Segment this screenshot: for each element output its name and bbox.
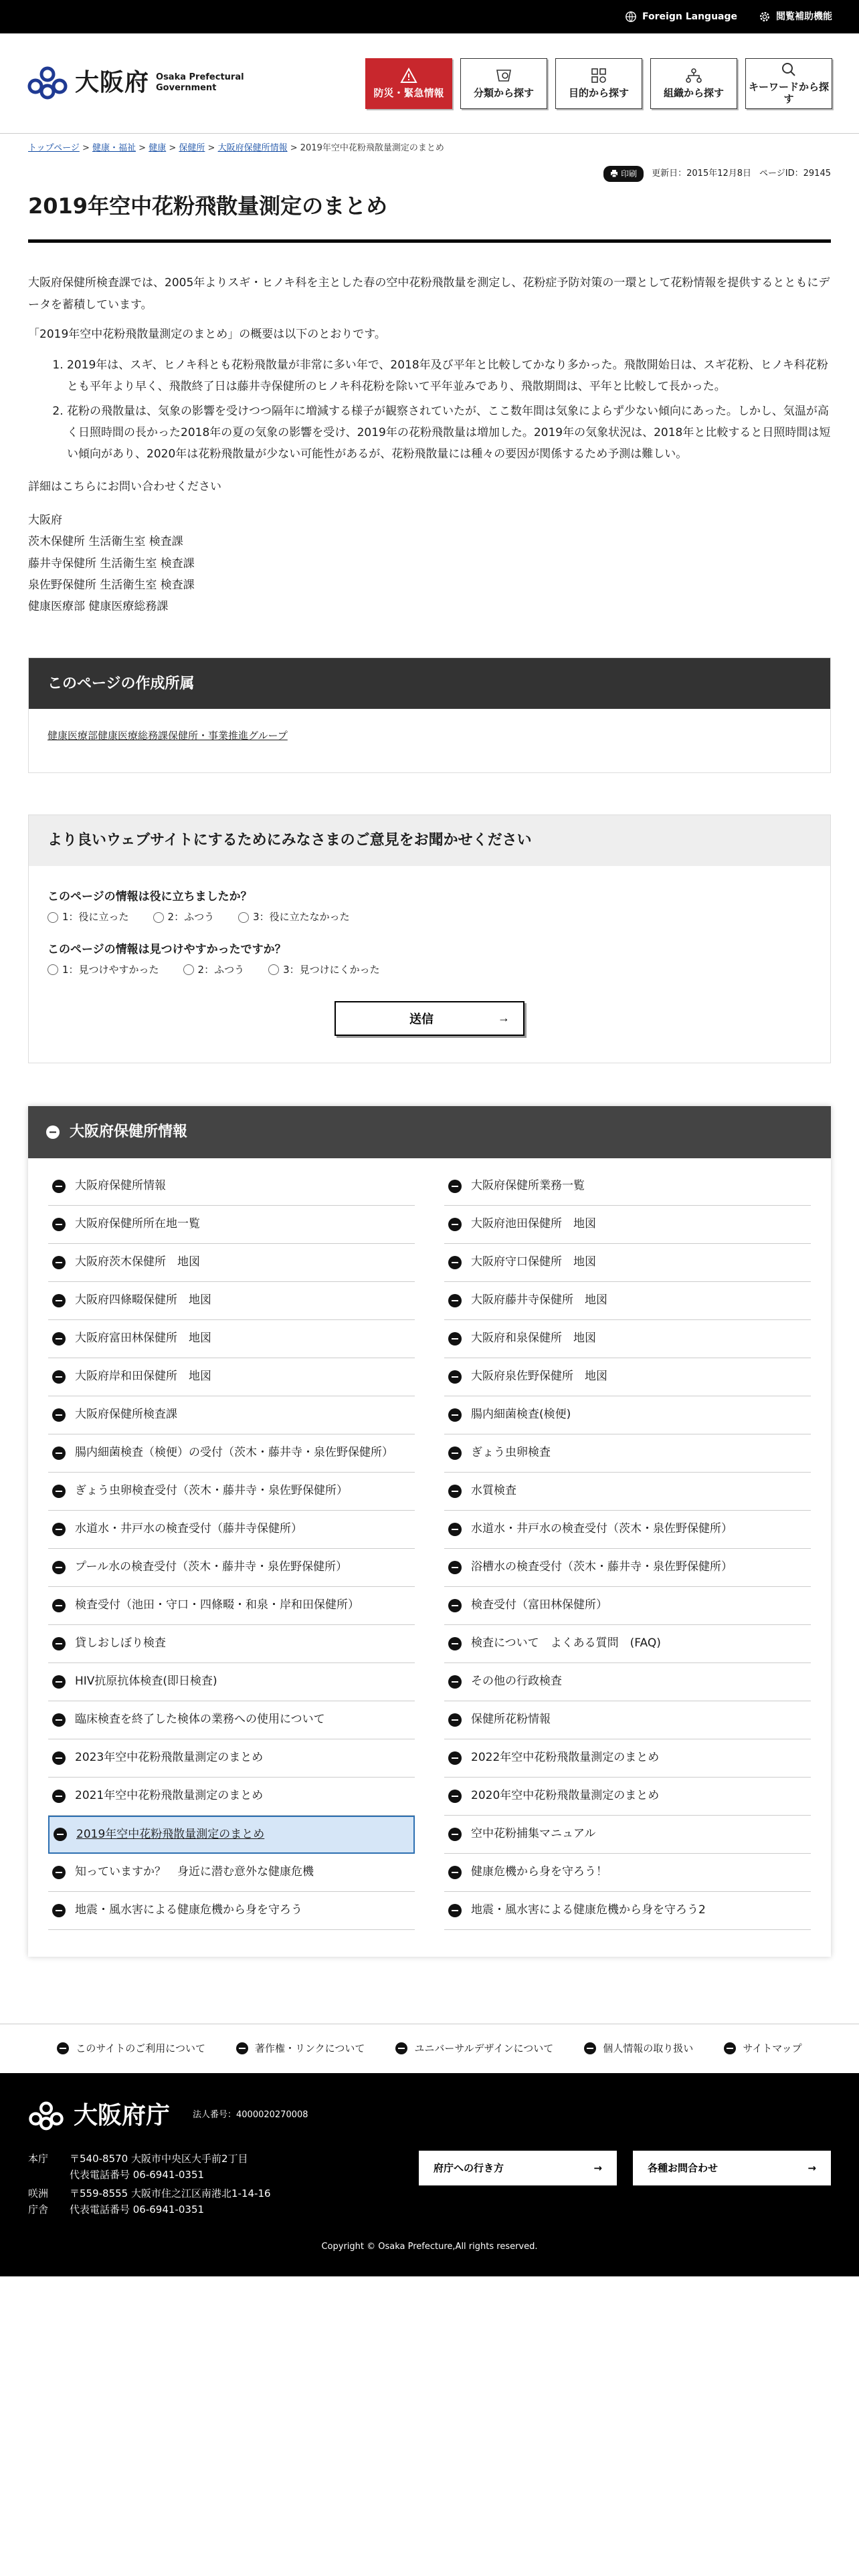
related-link-label: 空中花粉捕集マニュアル (471, 1827, 596, 1841)
related-link[interactable] (48, 1511, 415, 1549)
global-nav (365, 58, 832, 109)
nav-category-label: 分類から探す (473, 87, 534, 99)
survey-heading: より良いウェブサイトにするためにみなさまのご意見をお聞かせください (29, 815, 830, 866)
related-link[interactable] (444, 1701, 811, 1739)
nav-purpose-label: 目的から探す (568, 87, 629, 99)
contact-lead: 詳細はこちらにお問い合わせください (28, 479, 221, 494)
bullet-icon (448, 1370, 462, 1384)
nav-organization-label: 組織から探す (663, 87, 724, 99)
related-link-label: 2022年空中花粉飛散量測定のまとめ (471, 1751, 660, 1765)
page-meta (0, 155, 859, 183)
survey-radio[interactable] (153, 907, 215, 927)
nav-keyword-button[interactable] (745, 58, 832, 109)
related-link[interactable] (48, 1434, 415, 1473)
bullet-icon (54, 1828, 67, 1841)
related-link-label: 2021年空中花粉飛散量測定のまとめ (75, 1789, 264, 1803)
footer-bullet-icon (236, 2042, 248, 2054)
bullet-icon (448, 1637, 462, 1650)
top-utility-bar (0, 0, 859, 33)
nav-organization-button[interactable] (650, 58, 737, 109)
related-link-label: 大阪府泉佐野保健所 地図 (471, 1370, 607, 1384)
related-link-label: 浴槽水の検査受付（茨木・藤井寺・泉佐野保健所） (471, 1560, 733, 1574)
footer-bullet-icon (724, 2042, 736, 2054)
osaka-logo-icon (27, 66, 68, 100)
footer-address (28, 2151, 271, 2220)
bullet-icon (52, 1713, 66, 1727)
survey-options-1 (47, 907, 812, 927)
gear-icon (759, 11, 771, 23)
related-link-label: 検査受付（富田林保健所） (471, 1598, 607, 1612)
bullet-icon (52, 1637, 66, 1650)
department-heading: このページの作成所属 (29, 658, 830, 709)
related-link-label: 大阪府守口保健所 地図 (471, 1255, 596, 1269)
related-link[interactable] (48, 1168, 415, 1206)
related-link-label: 水質検査 (471, 1484, 516, 1498)
related-link-label: 検査について よくある質問 (FAQ) (471, 1636, 661, 1650)
radio-circle[interactable] (238, 912, 249, 923)
arrow-right-icon: → (593, 2161, 602, 2174)
nav-emergency-button[interactable] (365, 58, 452, 109)
related-heading: 大阪府保健所情報 (70, 1123, 188, 1140)
radio-circle[interactable] (153, 912, 164, 923)
related-link[interactable] (48, 1473, 415, 1511)
bullet-icon (448, 1561, 462, 1574)
copyright: Copyright © Osaka Prefecture,All rights reserved. (321, 2241, 538, 2252)
footer-nav-item[interactable] (236, 2039, 365, 2058)
bullet-icon (52, 1218, 66, 1231)
bullet-icon (52, 1866, 66, 1879)
related-links-grid (28, 1158, 831, 1957)
site-logo[interactable] (27, 60, 244, 106)
related-link-label: 腸内細菌検査(検便) (471, 1408, 571, 1422)
bullet-icon (448, 1828, 462, 1841)
bullet-icon (52, 1446, 66, 1460)
survey-question-1: このページの情報は役に立ちましたか？ (47, 889, 252, 903)
logo-japanese: 大阪府 (75, 69, 150, 97)
list-item: 1. 2019年は、スギ、ヒノキ科とも花粉飛散量が非常に多い年で、2018年及び平年と比較してかなり多かった。飛散開始日は、スギ花粉、ヒノキ科花粉とも平年より早く、飛散終了日は藤井寺保健所のヒノキ科花粉を除いて平年並みであり、飛散期間は、平年と比較して長かった。 (67, 354, 831, 398)
footer-nav-label: ユニバーサルデザインについて (414, 2042, 554, 2054)
related-link-label: 臨床検査を終了した検体の業務への使用について (75, 1713, 325, 1727)
access-label: 府庁への行き方 (434, 2161, 504, 2174)
related-link[interactable] (444, 1396, 811, 1434)
bullet-icon (52, 1332, 66, 1346)
related-link[interactable] (444, 1511, 811, 1549)
related-link-label: 水道水・井戸水の検査受付（藤井寺保健所） (75, 1522, 302, 1536)
contact-line: 藤井寺保健所 生活衛生室 検査課 (28, 556, 195, 570)
globe-icon (625, 11, 637, 23)
address-label: 本庁 (28, 2152, 49, 2165)
related-links-panel (28, 1106, 831, 1957)
related-link-label: 健康危機から身を守ろう！ (471, 1865, 607, 1879)
related-heading-bar[interactable] (28, 1106, 831, 1158)
radio-label: 2：ふつう (167, 911, 215, 924)
survey-question-2: このページの情報は見つけやすかったですか？ (47, 942, 286, 956)
related-link-label: 2020年空中花粉飛散量測定のまとめ (471, 1789, 660, 1803)
accessibility-link[interactable] (759, 8, 832, 26)
footer-nav-item[interactable] (724, 2039, 801, 2058)
bullet-icon (448, 1904, 462, 1917)
related-link[interactable] (444, 1282, 811, 1320)
arrow-right-icon: → (807, 2161, 816, 2174)
related-link-label: 2019年空中花粉飛散量測定のまとめ (76, 1827, 265, 1841)
breadcrumb: トップページ > 健康・福祉 > 健康 > 保健所 > 大阪府保健所情報 > 2019年空中花粉飛散量測定のまとめ (28, 143, 444, 153)
survey-radio[interactable] (47, 960, 159, 980)
updated-date: 更新日：2015年12月8日 (652, 168, 752, 179)
footer-logo (28, 2093, 831, 2139)
radio-label: 3：役に立たなかった (253, 911, 350, 924)
corporate-number: 法人番号：4000020270008 (193, 2110, 308, 2121)
nav-purpose-button[interactable] (555, 58, 642, 109)
address-text: 〒540-8570 大阪市中央区大手前2丁目 (70, 2152, 248, 2165)
footer-bullet-icon (57, 2042, 69, 2054)
related-link[interactable] (444, 1854, 811, 1892)
related-link[interactable] (444, 1358, 811, 1396)
related-link[interactable] (48, 1892, 415, 1930)
related-link-label: 検査受付（池田・守口・四條畷・和泉・岸和田保健所） (75, 1598, 359, 1612)
footer-nav-item[interactable] (395, 2039, 553, 2058)
related-link[interactable] (48, 1587, 415, 1625)
related-link[interactable] (48, 1206, 415, 1244)
bullet-icon (448, 1485, 462, 1498)
bullet-icon (448, 1180, 462, 1193)
contact-label: 各種お問合わせ (648, 2161, 719, 2174)
breadcrumb-link[interactable]: 大阪府保健所情報 (217, 143, 288, 153)
related-link[interactable] (444, 1549, 811, 1587)
foreign-language-label: Foreign Language (642, 11, 737, 22)
related-link[interactable] (444, 1244, 811, 1282)
address-text: 〒559-8555 大阪市住之江区南港北1-14-16 (70, 2187, 271, 2199)
contact-line: 泉佐野保健所 生活衛生室 検査課 (28, 578, 195, 592)
radio-circle[interactable] (47, 964, 58, 975)
breadcrumb-link[interactable]: 健康・福祉 (92, 143, 136, 153)
related-link-label: 大阪府茨木保健所 地図 (75, 1255, 200, 1269)
bullet-icon (52, 1370, 66, 1384)
bullet-icon (52, 1485, 66, 1498)
related-link-label: 大阪府岸和田保健所 地図 (75, 1370, 211, 1384)
related-link-label: HIV抗原抗体検査(即日検査) (75, 1675, 217, 1689)
related-link[interactable] (48, 1701, 415, 1739)
category-icon (494, 68, 513, 84)
radio-circle[interactable] (47, 912, 58, 923)
bullet-icon (448, 1790, 462, 1803)
department-box (28, 657, 831, 773)
related-link-label: 大阪府藤井寺保健所 地図 (471, 1293, 607, 1307)
breadcrumb-link[interactable]: 健康 (149, 143, 167, 153)
bullet-icon (52, 1751, 66, 1765)
submit-label: 送信 (409, 1012, 434, 1026)
related-link-current[interactable] (48, 1816, 415, 1854)
radio-circle[interactable] (268, 964, 279, 975)
related-link[interactable] (444, 1320, 811, 1358)
radio-label: 3：見つけにくかった (283, 964, 380, 976)
bullet-icon (52, 1561, 66, 1574)
footer-nav-item[interactable] (584, 2039, 693, 2058)
related-link[interactable] (48, 1396, 415, 1434)
collapse-icon (45, 1125, 60, 1140)
related-link-label: ぎょう虫卵検査受付（茨木・藤井寺・泉佐野保健所） (75, 1484, 348, 1498)
bullet-icon (52, 1256, 66, 1269)
main-content (0, 272, 859, 617)
contact-line: 大阪府 (28, 513, 62, 527)
bullet-icon (448, 1866, 462, 1879)
related-link-label: 大阪府保健所情報 (75, 1179, 166, 1193)
nav-keyword-label: キーワードから探す (748, 81, 829, 105)
related-link-label: 貸しおしぼり検査 (75, 1636, 166, 1650)
phone-text: 代表電話番号 06-6941-0351 (70, 2168, 205, 2181)
bullet-icon (448, 1675, 462, 1689)
grid-icon (590, 68, 607, 84)
breadcrumb-link[interactable]: トップページ (28, 143, 80, 153)
phone-text: 代表電話番号 06-6941-0351 (70, 2203, 205, 2216)
footer-nav-item[interactable] (57, 2039, 205, 2058)
survey-radio[interactable] (238, 907, 350, 927)
foreign-language-link[interactable] (625, 8, 737, 26)
related-link[interactable] (48, 1625, 415, 1663)
footer-nav-label: 個人情報の取り扱い (603, 2042, 694, 2054)
radio-label: 2：ふつう (197, 964, 245, 976)
site-footer (0, 2073, 859, 2276)
printer-icon (610, 170, 618, 177)
list-item: 2. 花粉の飛散量は、気象の影響を受けつつ隔年に増減する様子が観察されていたが、ここ数年間は気象によらず少ない傾向にあった。しかし、気温が高く日照時間の長かった2018年の夏の気象の影響を受け、2019年の花粉飛散量は増加した。2019年の気象状況は、2018年と比較すると日照時間は短い傾向があり、2020年は花粉飛散量が少ない可能性があるが、花粉飛散量には種々の要因が関係するため予測は難しい。 (67, 401, 831, 465)
related-link[interactable] (48, 1358, 415, 1396)
related-link-label: 大阪府四條畷保健所 地図 (75, 1293, 211, 1307)
related-link[interactable] (444, 1434, 811, 1473)
footer-nav-label: 著作権・リンクについて (254, 2042, 365, 2054)
related-link[interactable] (444, 1663, 811, 1701)
bullet-icon (52, 1180, 66, 1193)
related-link-label: 大阪府保健所業務一覧 (471, 1179, 585, 1193)
related-link-label: その他の行政検査 (471, 1675, 562, 1689)
print-button[interactable] (603, 166, 644, 183)
page-id: ページID：29145 (759, 168, 831, 179)
logo-english-line1: Osaka Prefectural (156, 72, 244, 82)
related-link[interactable] (444, 1739, 811, 1778)
bullet-icon (448, 1713, 462, 1727)
radio-label: 1：役に立った (62, 911, 129, 924)
related-link[interactable] (444, 1206, 811, 1244)
print-label: 印刷 (621, 169, 638, 179)
arrow-right-icon: → (498, 1011, 510, 1025)
related-link-label: 地震・風水害による健康危機から身を守ろう2 (471, 1903, 706, 1917)
related-link[interactable] (444, 1625, 811, 1663)
related-link[interactable] (48, 1282, 415, 1320)
footer-logo-text: 大阪府庁 (74, 2101, 171, 2129)
bullet-icon (52, 1904, 66, 1917)
footer-nav (0, 2024, 859, 2073)
contact-line: 茨木保健所 生活衛生室 検査課 (28, 535, 183, 549)
related-link-label: 大阪府和泉保健所 地図 (471, 1331, 596, 1346)
organization-icon (685, 68, 702, 84)
related-link-label: 大阪府富田林保健所 地図 (75, 1331, 211, 1346)
related-link[interactable] (444, 1587, 811, 1625)
related-link[interactable] (48, 1320, 415, 1358)
logo-english-line2: Government (156, 83, 217, 94)
contact-button[interactable] (633, 2151, 831, 2185)
bullet-icon (448, 1751, 462, 1765)
contact-list (28, 510, 831, 617)
related-link[interactable] (48, 1854, 415, 1892)
bullet-icon (52, 1408, 66, 1422)
related-link-label: 地震・風水害による健康危機から身を守ろう (75, 1903, 302, 1917)
site-header (0, 33, 859, 134)
related-link-label: プール水の検査受付（茨木・藤井寺・泉佐野保健所） (75, 1560, 348, 1574)
access-button[interactable] (419, 2151, 617, 2185)
bullet-icon (52, 1675, 66, 1689)
related-link-label: 保健所花粉情報 (471, 1713, 551, 1727)
related-link[interactable] (48, 1663, 415, 1701)
page-title: 2019年空中花粉飛散量測定のまとめ (28, 190, 831, 243)
summary-lead: 「2019年空中花粉飛散量測定のまとめ」の概要は以下のとおりです。 (28, 327, 386, 341)
related-link[interactable] (48, 1549, 415, 1587)
footer-nav-label: このサイトのご利用について (76, 2042, 205, 2054)
survey-radio[interactable] (47, 907, 129, 927)
related-link-label: ぎょう虫卵検査 (471, 1446, 551, 1460)
bullet-icon (52, 1790, 66, 1803)
related-link[interactable] (444, 1778, 811, 1816)
related-link-label: 大阪府保健所検査課 (75, 1408, 177, 1422)
radio-label: 1：見つけやすかった (62, 964, 159, 976)
related-link[interactable] (444, 1473, 811, 1511)
nav-category-button[interactable] (460, 58, 547, 109)
nav-emergency-label: 防災・緊急情報 (373, 87, 444, 99)
address-label: 咲洲庁舎 (28, 2187, 49, 2216)
warning-icon (400, 68, 417, 84)
feedback-survey (28, 815, 831, 1063)
bullet-icon (448, 1523, 462, 1536)
related-link[interactable] (444, 1816, 811, 1854)
bullet-icon (52, 1294, 66, 1307)
bullet-icon (448, 1408, 462, 1422)
related-link-label: 水道水・井戸水の検査受付（茨木・泉佐野保健所） (471, 1522, 733, 1536)
logo-english (156, 72, 244, 95)
contact-line: 健康医療部 健康医療総務課 (28, 600, 169, 614)
search-icon (781, 62, 797, 78)
radio-circle[interactable] (183, 964, 194, 975)
submit-button[interactable] (335, 1001, 524, 1036)
bullet-icon (448, 1218, 462, 1231)
related-link-label: 大阪府保健所所在地一覧 (75, 1217, 200, 1231)
bullet-icon (448, 1446, 462, 1460)
related-link-label: 2023年空中花粉飛散量測定のまとめ (75, 1751, 264, 1765)
related-link[interactable] (48, 1778, 415, 1816)
survey-radio[interactable] (268, 960, 380, 980)
summary-list (67, 354, 831, 465)
related-link[interactable] (48, 1739, 415, 1778)
related-link-label: 知っていますか？ 身近に潜む意外な健康危機 (75, 1865, 314, 1879)
department-link[interactable]: 健康医療部健康医療総務課保健所・事業推進グループ (47, 730, 288, 742)
survey-radio[interactable] (183, 960, 245, 980)
osaka-logo-icon (28, 2101, 64, 2131)
bullet-icon (52, 1599, 66, 1612)
survey-options-2 (47, 960, 812, 980)
related-link-label: 腸内細菌検査（検便）の受付（茨木・藤井寺・泉佐野保健所） (75, 1446, 393, 1460)
related-link[interactable] (48, 1244, 415, 1282)
bullet-icon (448, 1332, 462, 1346)
accessibility-label: 閲覧補助機能 (776, 11, 832, 22)
footer-bullet-icon (395, 2042, 407, 2054)
bullet-icon (448, 1256, 462, 1269)
bullet-icon (448, 1599, 462, 1612)
bullet-icon (52, 1523, 66, 1536)
intro-text: 大阪府保健所検査課では、2005年よりスギ・ヒノキ科を主とした春の空中花粉飛散量を測定し、花粉症予防対策の一環として花粉情報を提供するとともにデータを蓄積しています。 (28, 276, 830, 312)
footer-nav-label: サイトマップ (743, 2042, 802, 2054)
related-link-label: 大阪府池田保健所 地図 (471, 1217, 596, 1231)
footer-bullet-icon (584, 2042, 596, 2054)
bullet-icon (448, 1294, 462, 1307)
breadcrumb-link[interactable]: 保健所 (179, 143, 205, 153)
breadcrumb-current: 2019年空中花粉飛散量測定のまとめ (300, 143, 444, 153)
related-link[interactable] (444, 1892, 811, 1930)
related-link[interactable] (444, 1168, 811, 1206)
